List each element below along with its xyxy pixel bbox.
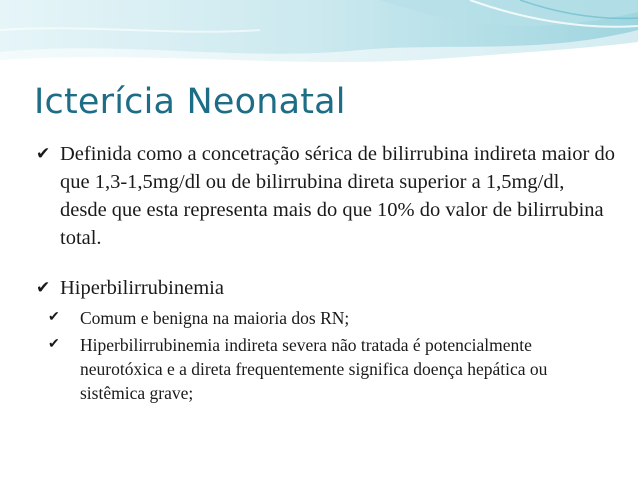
sub-bullet-item — [46, 306, 616, 330]
check-mark-icon: ✔ — [48, 310, 60, 325]
bullet-item — [36, 140, 616, 252]
sub-bullet-text: Hiperbilirrubinemia indireta severa não tratada é potencialmente neurotóxica e a direta frequentemente significa doença hepática ou sistêmica grave; — [80, 335, 548, 403]
bullet-text: Definida como a concetração sérica de bilirrubina indireta maior do que 1,3-1,5mg/dl ou de bilirrubina direta superior a 1,5mg/dl, desde que esta representa mais do que 10% do valor de bilirrubina total. — [60, 143, 615, 249]
slide-title: Icterícia Neonatal — [34, 82, 346, 122]
check-mark-icon: ✔ — [36, 278, 51, 297]
sub-bullet-list — [36, 306, 616, 405]
bullet-list — [36, 140, 616, 408]
bullet-item — [36, 274, 616, 302]
bullet-text: Hiperbilirrubinemia — [60, 277, 224, 299]
check-mark-icon: ✔ — [36, 144, 51, 163]
check-mark-icon: ✔ — [48, 337, 60, 352]
decorative-header-band — [0, 0, 638, 72]
sub-bullet-text: Comum e benigna na maioria dos RN; — [80, 308, 350, 328]
sub-bullet-item — [46, 333, 616, 405]
header-wave-graphic — [0, 0, 638, 72]
